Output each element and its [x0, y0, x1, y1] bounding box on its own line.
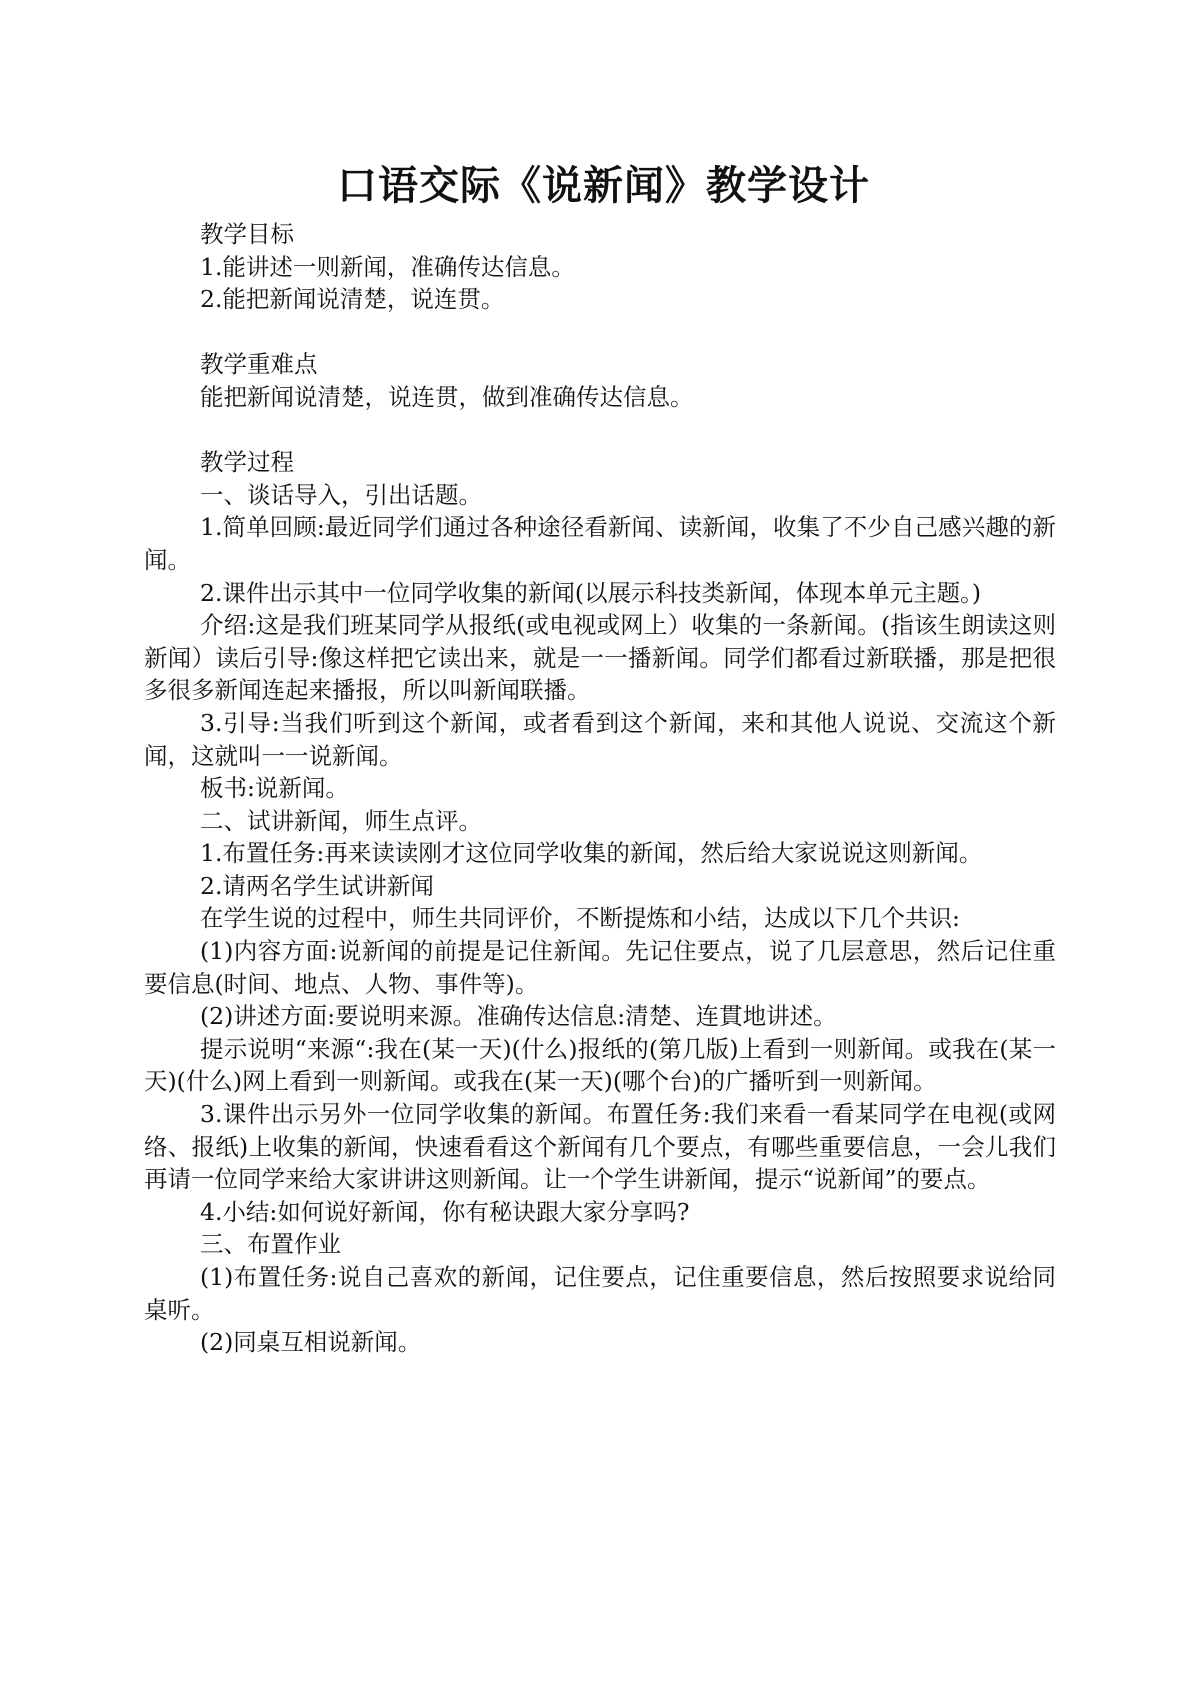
goal-item: 1.能讲述一则新闻，准确传达信息。: [200, 252, 575, 281]
body-paragraph: 4.小结:如何说好新闻，你有秘诀跟大家分享吗?: [200, 1197, 690, 1226]
heading-key-points: 教学重难点: [200, 350, 318, 379]
section-heading: 一、谈话导入，引出话题。: [200, 480, 482, 509]
body-paragraph: 1.简单回顾:最近同学们通过各种途径看新闻、读新闻，收集了不少自己感兴趣的新闻。: [144, 513, 1056, 574]
body-paragraph: 3.引导:当我们听到这个新闻，或者看到这个新闻，来和其他人说说、交流这个新闻，这就叫一一说新闻。: [144, 708, 1056, 770]
body-paragraph: (1)内容方面:说新闻的前提是记住新闻。先记住要点，说了几层意思，然后记住重要信息(时间、地点、人物、事件等)。: [144, 937, 1056, 998]
section-heading: 三、布置作业: [200, 1230, 341, 1259]
body-paragraph: 2.请两名学生试讲新闻: [200, 871, 434, 900]
body-paragraph: 1.布置任务:再来读读刚才这位同学收集的新闻，然后给大家说说这则新闻。: [200, 839, 983, 868]
body-paragraph: 2.课件出示其中一位同学收集的新闻(以展示科技类新闻，体现本单元主题。): [200, 578, 982, 607]
heading-teaching-process: 教学过程: [200, 448, 294, 477]
section-heading: 二、试讲新闻，师生点评。: [200, 806, 482, 835]
body-paragraph: (2)讲述方面:要说明来源。准确传达信息:清楚、连貫地讲述。: [200, 1002, 837, 1031]
body-paragraph: 板书:说新闻。: [200, 774, 349, 803]
blank-line: [144, 414, 1056, 447]
body-paragraph: 3.课件出示另外一位同学收集的新闻。布置任务:我们来看一看某同学在电视(或网络、报纸)上收集的新闻，快速看看这个新闻有几个要点，有哪些重要信息，一会儿我们再请一位同学来给大家讲讲这则新闻。让一个学生讲新闻，提示“说新闻”的要点。: [144, 1100, 1056, 1194]
document-body: [144, 218, 1056, 1359]
document-title: 口语交际《说新闻》教学设计: [337, 163, 870, 209]
goal-item: 2.能把新闻说清楚，说连贯。: [200, 285, 505, 314]
body-paragraph: (2)同桌互相说新闻。: [200, 1328, 422, 1357]
body-paragraph: (1)布置任务:说自己喜欢的新闻，记住要点，记住重要信息，然后按照要求说给同桌听。: [144, 1263, 1056, 1324]
key-points-text: 能把新闻说清楚，说连贯，做到准确传达信息。: [200, 382, 694, 411]
body-paragraph: 在学生说的过程中，师生共同评价，不断提炼和小结，达成以下几个共识:: [200, 904, 960, 933]
body-paragraph: 提示说明“来源“:我在(某一天)(什么)报纸的(第几版)上看到一则新闻。或我在(某一天)(什么)网上看到一则新闻。或我在(某一天)(哪个台)的广播听到一则新闻。: [144, 1034, 1056, 1096]
body-paragraph: 介绍:这是我们班某同学从报纸(或电视或网上）收集的一条新闻。(指该生朗读这则新闻）读后引导:像这样把它读出来，就是一一播新闻。同学们都看过新联播，那是把很多很多新闻连起来播报，所以叫新闻联播。: [144, 611, 1056, 705]
heading-teaching-goals: 教学目标: [200, 220, 294, 248]
blank-line: [144, 316, 1056, 349]
